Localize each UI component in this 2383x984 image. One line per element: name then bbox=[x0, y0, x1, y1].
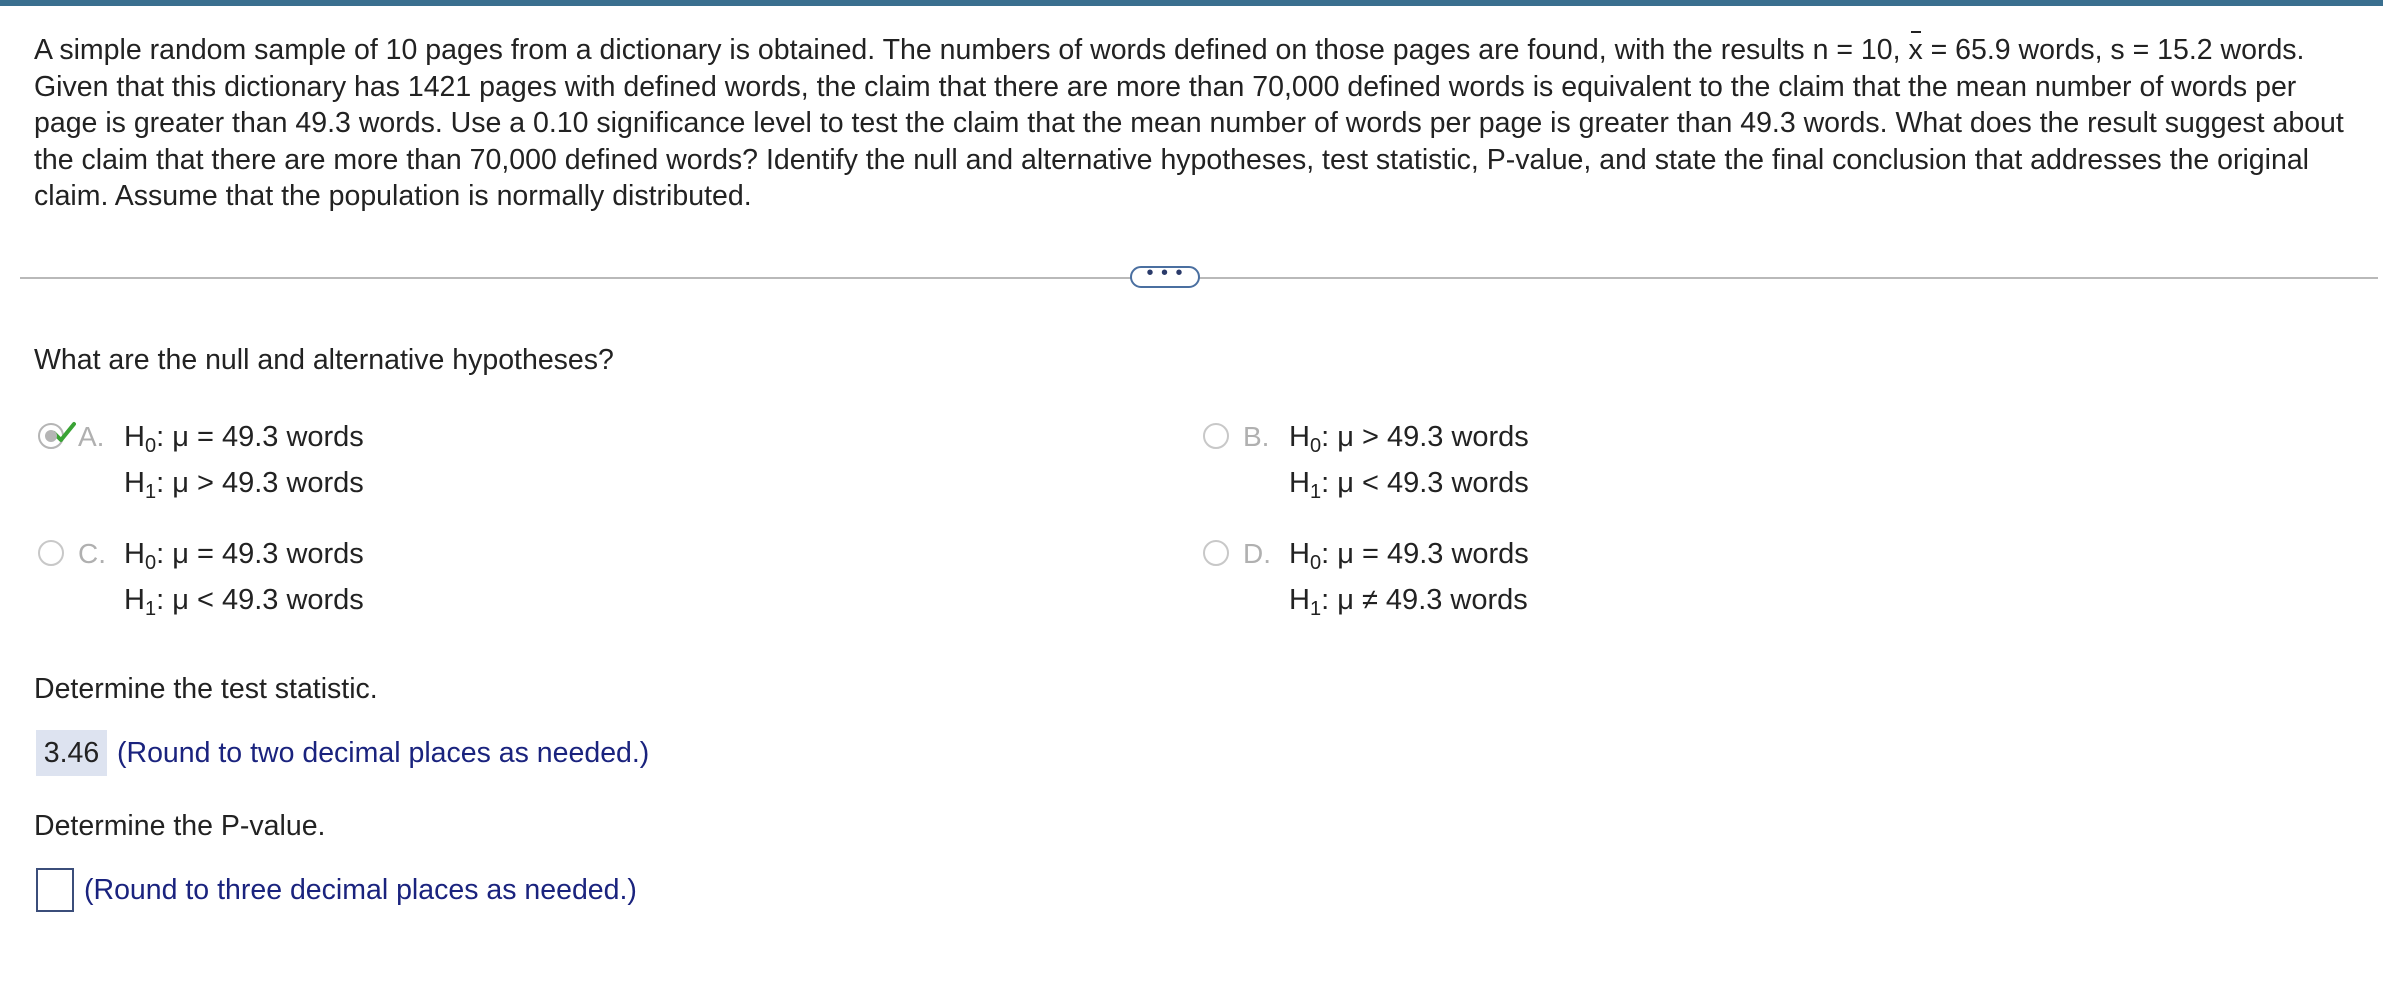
x-bar-symbol: x bbox=[1908, 32, 1922, 69]
option-c[interactable] bbox=[38, 531, 364, 623]
option-d-h1: $H_1$: μ ≠ 49.3 words bbox=[1289, 584, 1528, 620]
hypotheses-prompt: What are the null and alternative hypotheses? bbox=[34, 344, 614, 376]
test-statistic-answer[interactable]: 3.46 bbox=[36, 730, 107, 776]
question-part2: = 65.9 words, s = 15.2 words. Given that this dictionary has 1421 pages with defined words, the claim that there are more than 70,000 defined words is equivalent to the claim that the mean number of words per page is greater than 49.3 words. Use a 0.10 significance level to test the claim that the mean number of words per page is greater than 49.3 words. What does the result suggest about the claim that there are more than 70,000 defined words? Identify the null and alternative hypotheses, test statistic, P-value, and state the final conclusion that addresses the original claim. Assume that the population is normally distributed. bbox=[34, 34, 2344, 212]
option-a-hypotheses bbox=[124, 414, 364, 506]
option-c-radio[interactable] bbox=[38, 540, 64, 566]
expand-more-button[interactable]: • • • bbox=[1130, 266, 1200, 288]
option-c-hypotheses bbox=[124, 531, 364, 623]
option-a-h1: $H_1$: μ > 49.3 words bbox=[124, 467, 364, 503]
option-d-radio[interactable] bbox=[1203, 540, 1229, 566]
top-accent-bar bbox=[0, 0, 2383, 6]
test-statistic-hint: (Round to two decimal places as needed.) bbox=[117, 737, 650, 769]
option-c-h1: $H_1$: μ < 49.3 words bbox=[124, 584, 364, 620]
option-b-hypotheses bbox=[1289, 414, 1529, 506]
question-text bbox=[34, 32, 2364, 215]
option-c-h0: $H_0$: μ = 49.3 words bbox=[124, 538, 364, 574]
pvalue-hint: (Round to three decimal places as needed.) bbox=[84, 874, 637, 906]
option-b[interactable] bbox=[1203, 414, 1529, 506]
test-statistic-prompt: Determine the test statistic. bbox=[34, 673, 378, 705]
pvalue-prompt: Determine the P-value. bbox=[34, 810, 326, 842]
checkmark-icon bbox=[52, 421, 76, 445]
question-part1: A simple random sample of 10 pages from a dictionary is obtained. The numbers of words defined on those pages are found, with the results n = 10, bbox=[34, 34, 1909, 66]
option-d[interactable] bbox=[1203, 531, 1529, 623]
option-b-radio[interactable] bbox=[1203, 423, 1229, 449]
option-c-letter: C. bbox=[78, 538, 106, 569]
option-b-h0: $H_0$: μ > 49.3 words bbox=[1289, 421, 1529, 457]
pvalue-input[interactable] bbox=[36, 868, 74, 912]
option-a-letter: A. bbox=[78, 421, 105, 452]
option-a-radio[interactable] bbox=[38, 423, 64, 449]
option-d-h0: $H_0$: μ = 49.3 words bbox=[1289, 538, 1529, 574]
option-a[interactable] bbox=[38, 414, 364, 506]
option-a-h0: $H_0$: μ = 49.3 words bbox=[124, 421, 364, 457]
option-d-letter: D. bbox=[1243, 538, 1271, 569]
option-d-hypotheses bbox=[1289, 531, 1529, 623]
option-b-h1: $H_1$: μ < 49.3 words bbox=[1289, 467, 1529, 503]
option-b-letter: B. bbox=[1243, 421, 1270, 452]
